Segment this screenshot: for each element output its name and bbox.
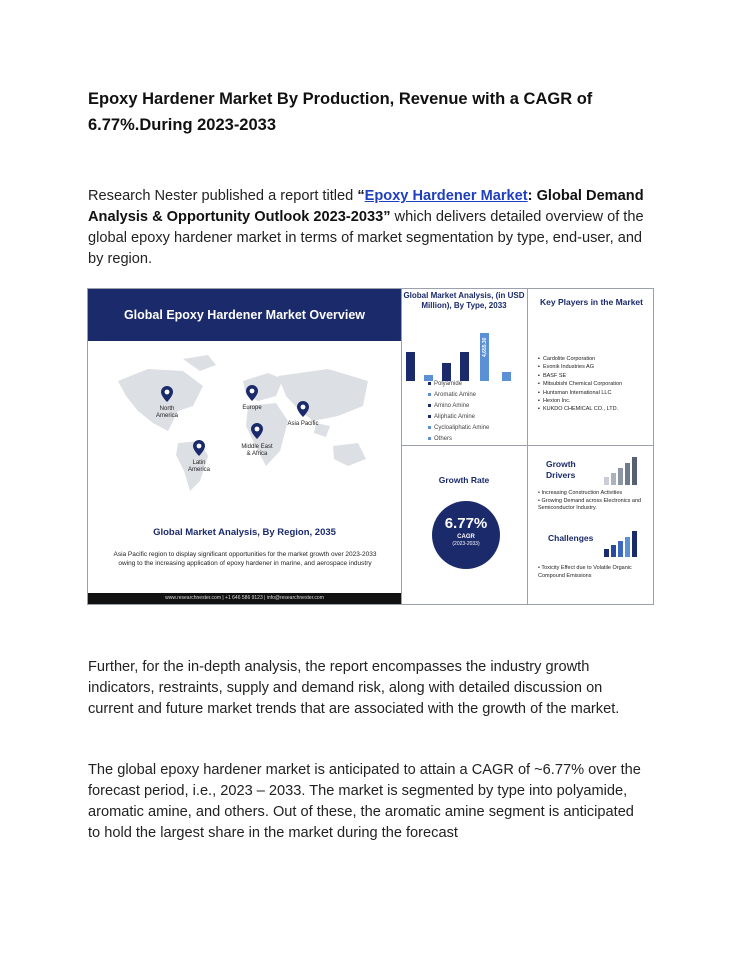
pin-north-america-icon (161, 386, 173, 402)
legend-label: Aliphatic Amine (434, 414, 476, 420)
legend-label: Aromatic Amine (434, 392, 477, 398)
market-infographic (87, 288, 654, 605)
type-bar-chart (406, 333, 524, 381)
legend-item (428, 379, 528, 390)
region-north-america: North America (155, 406, 178, 419)
key-player-item: ▪ KUKDO CHEMICAL CO., LTD. (538, 405, 653, 413)
type-analysis-title: Global Market Analysis, (in USD Million), By Type, 2033 (403, 291, 525, 310)
cagr-label: CAGR (457, 534, 475, 540)
legend-marker (428, 393, 431, 396)
growth-rate-title: Growth Rate (438, 475, 490, 485)
key-player-item: ▪ Mitsubishi Chemical Corporation (538, 380, 653, 388)
legend-item (428, 434, 528, 445)
growth-driver-item: • Growing Demand across Electronics and Semiconductor Industry. (538, 497, 642, 511)
region-middle-east-africa: Middle East & Africa (241, 444, 273, 457)
type-legend (428, 379, 528, 445)
intro-paragraph (88, 186, 648, 270)
growth-drivers-list (538, 490, 648, 513)
bar-aliphatic-amine (460, 352, 469, 381)
growth-chart-icon (604, 455, 644, 485)
report-link[interactable]: Epoxy Hardener Market (364, 188, 528, 204)
region-asia-pacific: Asia Pacific (287, 421, 319, 427)
quote-open: “ (357, 188, 365, 204)
pin-latin-america-icon (193, 440, 205, 456)
legend-marker (428, 437, 431, 440)
legend-label: Polyamide (434, 381, 463, 387)
legend-item (428, 412, 528, 423)
key-player-item: ▪ BASF SE (538, 372, 653, 380)
key-players-title: Key Players in the Market (540, 297, 643, 307)
legend-marker (428, 415, 431, 418)
legend-marker (428, 426, 431, 429)
intro-tail: which delivers detailed overview of the global epoxy hardener market in terms of market segmentation by type, end-user, and by region. (88, 209, 644, 267)
cagr-badge (432, 501, 500, 569)
bar-cycloaliphatic-amine (480, 333, 489, 381)
intro-lead: Research Nester published a report titled (88, 188, 358, 204)
cagr-period: (2023-2033) (452, 541, 480, 547)
legend-item (428, 390, 528, 401)
challenges-chart-icon (604, 527, 644, 557)
forecast-paragraph: The global epoxy hardener market is anticipated to attain a CAGR of ~6.77% over the forecast period, i.e., 2023 – 2033. The market is segmented by type into polyamide, aromatic amine, and others. Out of these, the aromatic amine segment is anticipated to hold the largest share in the market during the forecast (88, 762, 641, 841)
pin-asia-pacific-icon (297, 401, 309, 417)
bar-value-label: 4,655.30 (482, 337, 488, 357)
report-title-rest: : Global Demand Analysis & Opportunity Outlook 2023-2033” (88, 188, 644, 225)
region-latin-america: Latin America (187, 460, 210, 473)
page-title: Epoxy Hardener Market By Production, Revenue with a CAGR of 6.77%.During 2023-2033 (88, 90, 593, 134)
legend-label: Amino Amine (434, 403, 470, 409)
region-analysis-desc: Asia Pacific region to display significant opportunities for the market growth over 2023-2033 owing to the increasing application of epoxy hardener in marine, and aerospace industry (113, 551, 377, 567)
key-player-item: ▪ Huntsman International LLC (538, 389, 653, 397)
legend-item (428, 423, 528, 434)
challenges-list (538, 565, 648, 580)
region-europe: Europe (242, 405, 262, 411)
contact-footer: www.researchnester.com | +1 646 586 9123 | info@researchnester.com (88, 593, 401, 604)
region-analysis-title: Global Market Analysis, By Region, 2035 (153, 527, 336, 538)
legend-item (428, 401, 528, 412)
legend-label: Others (434, 436, 453, 442)
pin-europe-icon (246, 385, 258, 401)
legend-marker (428, 404, 431, 407)
key-player-item: ▪ Hexion Inc. (538, 397, 653, 405)
divider-vertical-2 (527, 289, 528, 605)
divider-horizontal (401, 445, 654, 446)
legend-label: Cycloaliphatic Amine (434, 425, 490, 431)
bar-polyamide (406, 352, 415, 381)
challenges-title: Challenges (548, 533, 594, 543)
overview-header: Global Epoxy Hardener Market Overview (88, 289, 401, 341)
cagr-value: 6.77% (444, 515, 488, 532)
key-player-item: ▪ Evonik Industries AG (538, 363, 653, 371)
pin-middle-east-icon (251, 423, 263, 439)
legend-marker (428, 382, 431, 385)
divider-vertical-1 (401, 289, 402, 605)
analysis-paragraph: Further, for the in-depth analysis, the report encompasses the industry growth indicators, restraints, supply and demand risk, along with detailed discussion on current and future market trends that are associated with the growth of the market. (88, 659, 620, 717)
challenge-item: • Toxicity Effect due to Volatile Organic Compound Emissions (538, 565, 632, 579)
growth-drivers-title: Growth Drivers (546, 459, 576, 480)
growth-driver-item: • Increasing Construction Activities (538, 490, 623, 496)
world-map (108, 351, 388, 501)
key-player-item: ▪ Cardolite Corporation (538, 355, 653, 363)
key-players-list (538, 355, 653, 414)
